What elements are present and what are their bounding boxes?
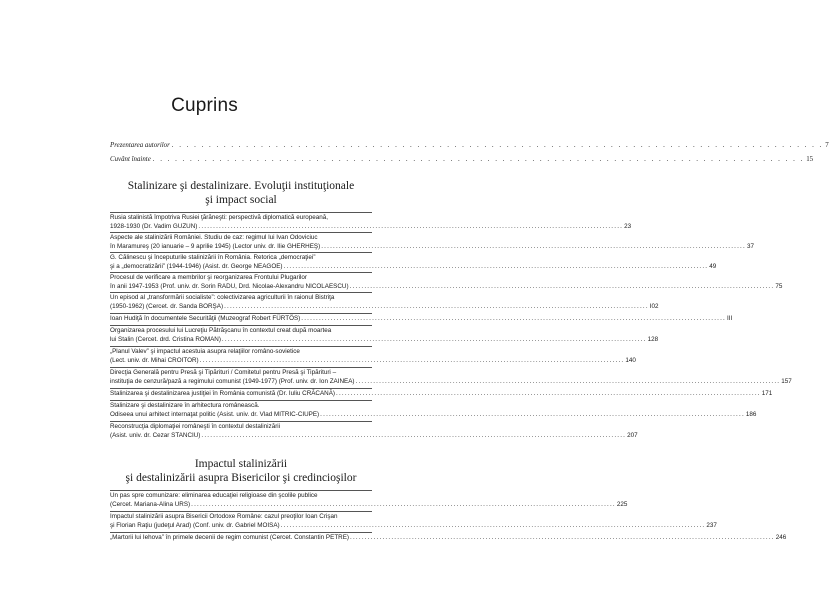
section-heading-line: Impactul stalinizării xyxy=(194,458,288,470)
section-divider xyxy=(110,212,372,213)
toc-entry[interactable] xyxy=(110,327,659,344)
toc-page-number: 75 xyxy=(775,282,783,290)
toc-entry[interactable] xyxy=(110,513,717,530)
entry-divider xyxy=(110,272,372,273)
toc-entry-title: Procesul de verificare a membrilor şi reorganizarea Frontului Plugarilor xyxy=(110,274,308,281)
toc-entry-author: şi Florian Raţiu (judeţul Arad) (Conf. univ. dr. Gabriel MOISA) xyxy=(110,521,280,529)
toc-entry-title: Impactul stalinizării asupra Bisericii Ortodoxe Române: cazul preoţilor Ioan Crişan xyxy=(110,513,338,520)
toc-entry-author: „Martorii lui Iehova” în primele decenii de regim comunist (Cercet. Constantin PETRE) xyxy=(110,534,350,541)
leader-dots xyxy=(336,390,761,399)
leader-dots xyxy=(356,378,781,387)
section-heading xyxy=(110,180,372,207)
entry-divider xyxy=(110,313,372,314)
leader-dots xyxy=(172,141,823,150)
section-divider xyxy=(110,490,372,491)
toc-page-number: I02 xyxy=(649,302,659,310)
toc-entry-author: (Asist. univ. dr. Cezar STANCIU) xyxy=(110,431,201,439)
entry-divider xyxy=(110,400,372,401)
section-heading-line: şi impact social xyxy=(205,193,277,206)
toc-entry-title: Aspecte ale stalinizării României. Studiu de caz: regimul lui Ivan Odoviciuc xyxy=(110,234,318,241)
entry-divider xyxy=(110,421,372,422)
toc-entry[interactable] xyxy=(110,234,754,251)
toc-entry-title: „Planul Valev” şi impactul acestuia asupra relaţiilor româno-sovietice xyxy=(110,348,300,355)
toc-front-matter-item[interactable] xyxy=(110,141,829,150)
toc-page-number: 246 xyxy=(775,534,787,541)
toc-entry-title: G. Călinescu şi începuturile stalinizării în România. Retorica „democraţiei” xyxy=(110,254,316,261)
toc-page-number: 171 xyxy=(761,390,773,397)
section-heading-line: şi destalinizării asupra Bisericilor şi credincioşilor xyxy=(125,471,357,484)
toc-entry-title: Reconstrucţia diplomaţiei româneşti în contextul destalinizării xyxy=(110,423,281,430)
toc-entry-author: în anii 1947-1953 (Prof. univ. dr. Sorin RADU, Drd. Nicolae-Alexandru NICOLAESCU) xyxy=(110,282,349,290)
leader-dots xyxy=(284,263,709,272)
toc-entry-author: (Lect. univ. dr. Mihai CROITOR) xyxy=(110,356,199,364)
leader-dots xyxy=(201,432,626,441)
toc-entry[interactable] xyxy=(110,390,773,399)
toc-entry[interactable] xyxy=(110,274,783,291)
toc-page-number: 140 xyxy=(625,356,636,364)
leader-dots xyxy=(350,283,775,292)
toc-entry-author: Ioan Hudiţă în documentele Securităţii (Muzeograf Robert FÜRTÖS) xyxy=(110,315,301,322)
toc-entry-author: (Cercet. Mariana-Alina URS) xyxy=(110,500,191,508)
entry-divider xyxy=(110,511,372,512)
toc-entry[interactable] xyxy=(110,348,636,365)
toc-entry-title: Un episod al „transformării socialiste”: colectivizarea agriculturii în raionul Bistriţa xyxy=(110,294,335,301)
section-heading xyxy=(110,458,372,485)
toc-entry-author: în Maramureş (20 ianuarie – 9 aprilie 1945) (Lector univ. dr. Ilie GHERHEŞ) xyxy=(110,242,321,250)
page-title: Cuprins xyxy=(171,95,238,116)
toc-entry-author: Odiseea unui arhitect internaţat politic (Asist. univ. dr. Vlad MITRIC-CIUPE) xyxy=(110,410,320,418)
toc-item-label: Prezentarea autorilor xyxy=(110,142,170,149)
toc-entry-title: Un pas spre comunizare: eliminarea educaţiei religioase din şcolile publice xyxy=(110,492,318,499)
toc-page-number: 186 xyxy=(745,410,757,418)
toc-entry-title: Direcţia Generală pentru Presă şi Tipărituri / Comitetul pentru Presă şi Tipărituri – xyxy=(110,369,337,376)
entry-divider xyxy=(110,367,372,368)
toc-entry-author: lui Stalin (Cercet. drd. Cristina ROMAN) xyxy=(110,335,221,343)
toc-entry-author: (1950-1962) (Cercet. dr. Sanda BORŞA) xyxy=(110,302,224,310)
leader-dots xyxy=(222,336,647,345)
toc-entry-author: şi a „democratizării” (1944-1946) (Asist. dr. George NEAGOE) xyxy=(110,262,283,270)
entry-divider xyxy=(110,325,372,326)
toc-entry[interactable] xyxy=(110,294,659,311)
toc-entry[interactable] xyxy=(110,369,792,386)
toc-page-number: 128 xyxy=(647,335,659,343)
leader-dots xyxy=(350,534,775,543)
leader-dots xyxy=(198,223,623,232)
leader-dots xyxy=(321,243,746,252)
toc-entry-author: 1928-1930 (Dr. Vadim GUZUN) xyxy=(110,222,198,230)
toc-page-number: 23 xyxy=(624,222,632,230)
toc-page-number: 225 xyxy=(616,500,628,508)
leader-dots xyxy=(281,522,706,531)
toc-page-number: 37 xyxy=(746,242,754,250)
toc-front-matter-item[interactable] xyxy=(110,155,814,164)
toc-entry[interactable] xyxy=(110,534,787,543)
toc-entry-author: Stalinizarea şi destalinizarea justiţiei în România comunistă (Dr. Iuliu CRĂCANĂ) xyxy=(110,390,336,397)
entry-divider xyxy=(110,232,372,233)
toc-entry[interactable] xyxy=(110,402,757,419)
leader-dots xyxy=(200,357,625,366)
leader-dots xyxy=(301,315,726,324)
toc-page-number: 49 xyxy=(709,262,717,270)
entry-divider xyxy=(110,532,372,533)
entry-divider xyxy=(110,388,372,389)
leader-dots xyxy=(320,411,745,420)
toc-page-number: III xyxy=(727,315,733,322)
toc-item-label: Cuvânt înainte xyxy=(110,156,151,163)
toc-page-number: 7 xyxy=(825,142,829,149)
leader-dots xyxy=(153,155,804,164)
toc-page-number: 157 xyxy=(781,377,792,385)
toc-page-number: 237 xyxy=(706,521,717,529)
toc-entry[interactable] xyxy=(110,315,733,324)
toc-entry[interactable] xyxy=(110,254,717,271)
entry-divider xyxy=(110,346,372,347)
toc-entry-title: Rusia stalinistă împotriva Rusiei ţărăneşti: perspectivă diplomatică europeană, xyxy=(110,214,329,221)
entry-divider xyxy=(110,292,372,293)
toc-entry[interactable] xyxy=(110,492,628,509)
entry-divider xyxy=(110,252,372,253)
toc-page-number: 207 xyxy=(627,431,638,439)
toc-page-number: 15 xyxy=(806,156,814,163)
leader-dots xyxy=(191,501,616,510)
toc-entry-author: instituţia de cenzură/pază a regimului comunist (1949-1977) (Prof. univ. dr. Ion ZAINEA) xyxy=(110,377,355,385)
leader-dots xyxy=(224,303,649,312)
section-heading-line: Stalinizare şi destalinizare. Evoluţii instituţionale xyxy=(127,180,355,192)
toc-entry-title: Stalinizare şi destalinizare în arhitectura românească. xyxy=(110,402,260,409)
toc-entry[interactable] xyxy=(110,214,632,231)
toc-entry[interactable] xyxy=(110,423,638,440)
toc-entry-title: Organizarea procesului lui Lucreţiu Pătrăşcanu în contextul creat după moartea xyxy=(110,327,332,334)
